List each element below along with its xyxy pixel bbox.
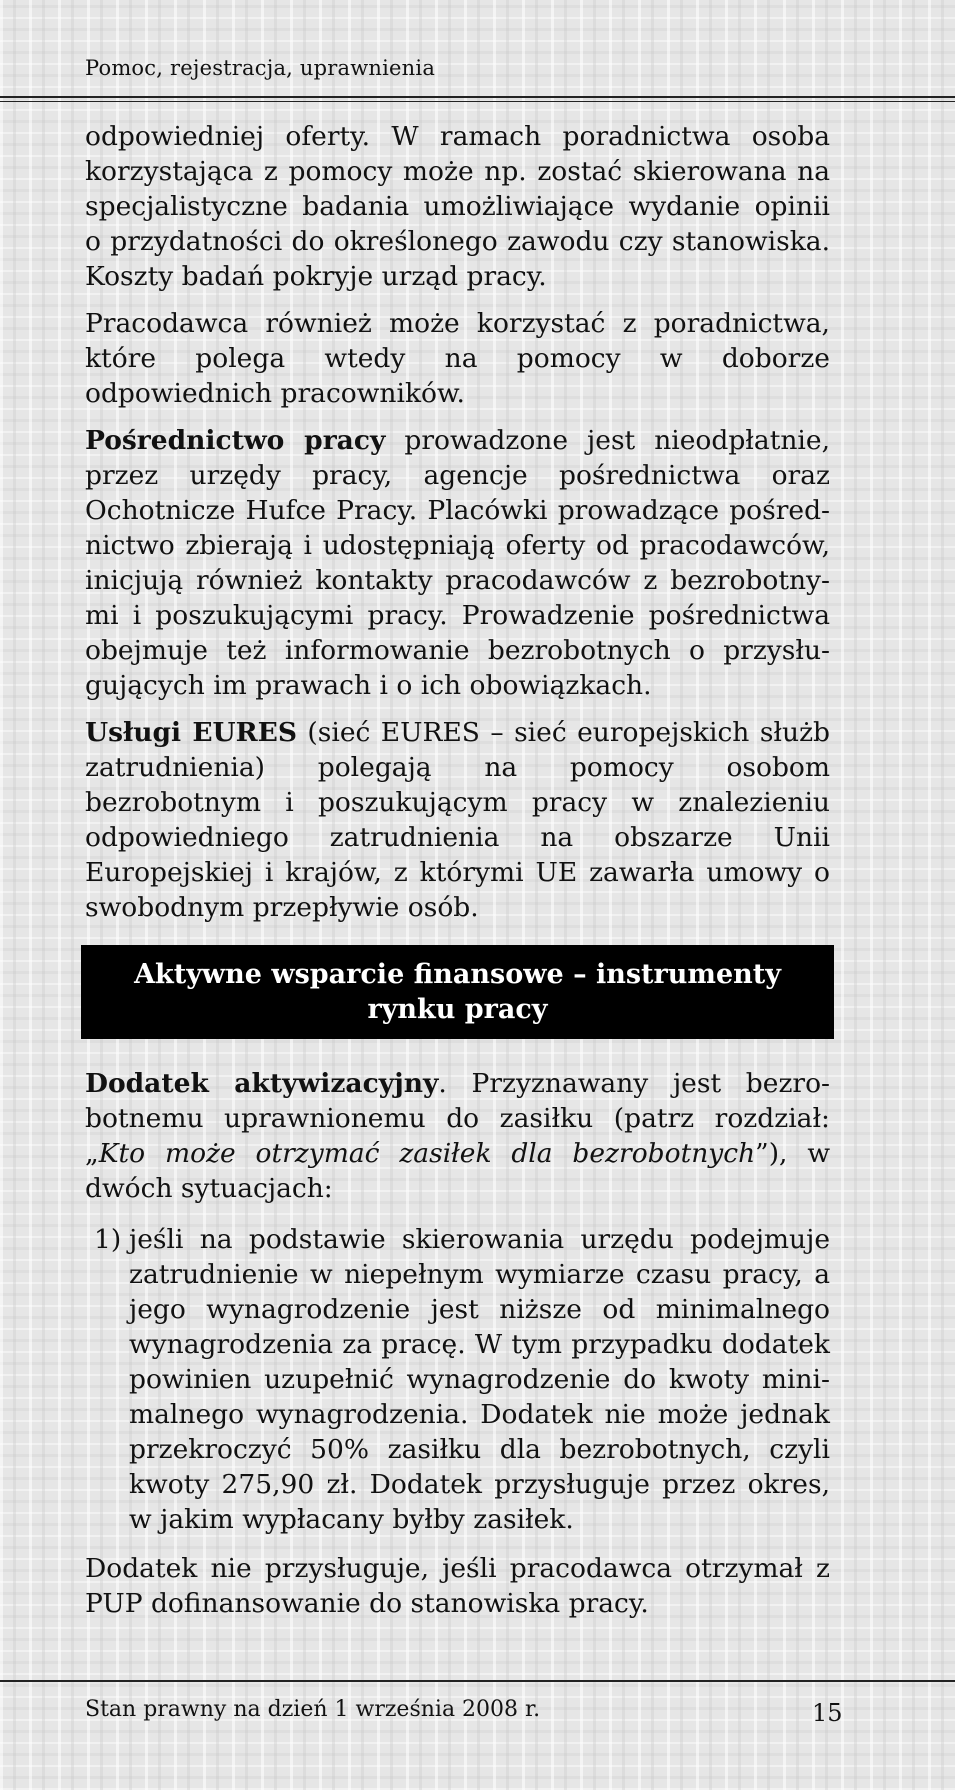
page-number: 15: [812, 1699, 843, 1727]
list-item-text: jeśli na podstawie skierowania urzędu podejmuje zatrudnienie w niepełnym wymiarze czasu pracy, a jego wynagrodzenie jest niższe od minimalnego wynagrodzenia za pracę. W tym przypadku dodatek powinien uzupełnić wynagrodzenie do kwoty minimalnego wynagrodzenia. Dodatek nie może jednak przekroczyć 50% zasiłku dla bezrobotnych, czyli kwoty 275,90 zł. Dodatek przysługuje przez okres, w jakim wypłacany byłby zasiłek.: [129, 1224, 830, 1535]
page-body: [85, 119, 830, 1633]
header-rule-thin: [0, 101, 955, 102]
section-heading: Aktywne wsparcie finansowe – instrumenty rynku pracy: [81, 945, 834, 1039]
list-number: 1): [94, 1224, 122, 1255]
paragraph-exclusion: Dodatek nie przysługuje, jeśli pracodawca otrzymał z PUP dofinansowanie do stanowiska pracy.: [85, 1553, 830, 1619]
paragraph-counselling: odpowiedniej oferty. W ramach poradnictwa osoba korzystająca z pomocy może np. zostać skierowana na specjalistyczne badania umożliwiające wydanie opinii o przydatności do określonego zawodu czy stanowiska. Koszty badań pokryje urząd pracy.: [85, 121, 830, 292]
term-eures: Usługi EURES: [85, 717, 297, 748]
situations-list: [85, 1222, 830, 1537]
paragraph-activation-allowance: [85, 1066, 830, 1206]
chapter-reference: Kto może otrzymać zasiłek dla bezrobotnych: [98, 1138, 756, 1169]
term-activation-allowance: Dodatek aktywizacyjny: [85, 1068, 439, 1099]
job-placement-text: prowadzone jest nieodpłatnie, przez urzędy pracy, agencje pośrednictwa oraz Ochotnicze Hufce Pracy. Placówki prowadzące pośrednictwo zbierają i udostępniają oferty od pracodawców, inicjują również kontakty pracodawców z bezrobotnymi i poszukującymi pracy. Prowadzenie pośrednictwa obejmuje też informowanie bezrobotnych o przysługujących im prawach i o ich obowiązkach.: [85, 425, 830, 701]
running-header: Pomoc, rejestracja, uprawnienia: [85, 56, 436, 80]
paragraph-eures: [85, 715, 830, 925]
eures-text: (sieć EURES – sieć europejskich służb zatrudnienia) polegają na pomocy osobom bezrobotnym i poszukującym pracy w znalezieniu odpowiedniego zatrudnienia na obszarze Unii Europejskiej i krajów, z którymi UE zawarła umowy o swobodnym przepływie osób.: [85, 717, 830, 923]
list-item: [85, 1222, 830, 1537]
page-edge: [955, 0, 960, 1790]
footer-rule: [0, 1680, 955, 1682]
footer-legal-state: Stan prawny na dzień 1 września 2008 r.: [85, 1697, 541, 1722]
term-job-placement: Pośrednictwo pracy: [85, 425, 386, 456]
activation-text-a: . Przyznawany jest bezrobotnemu uprawnionemu do zasiłku (patrz rozdział: „: [85, 1068, 830, 1169]
paragraph-employer-counselling: Pracodawca również może korzystać z poradnictwa, które polega wtedy na pomocy w doborze odpowiednich pracowników.: [85, 308, 830, 409]
paragraph-job-placement: [85, 423, 830, 703]
activation-text-b: ”), w dwóch sytuacjach:: [85, 1138, 830, 1204]
header-rule-thick: [0, 96, 955, 98]
